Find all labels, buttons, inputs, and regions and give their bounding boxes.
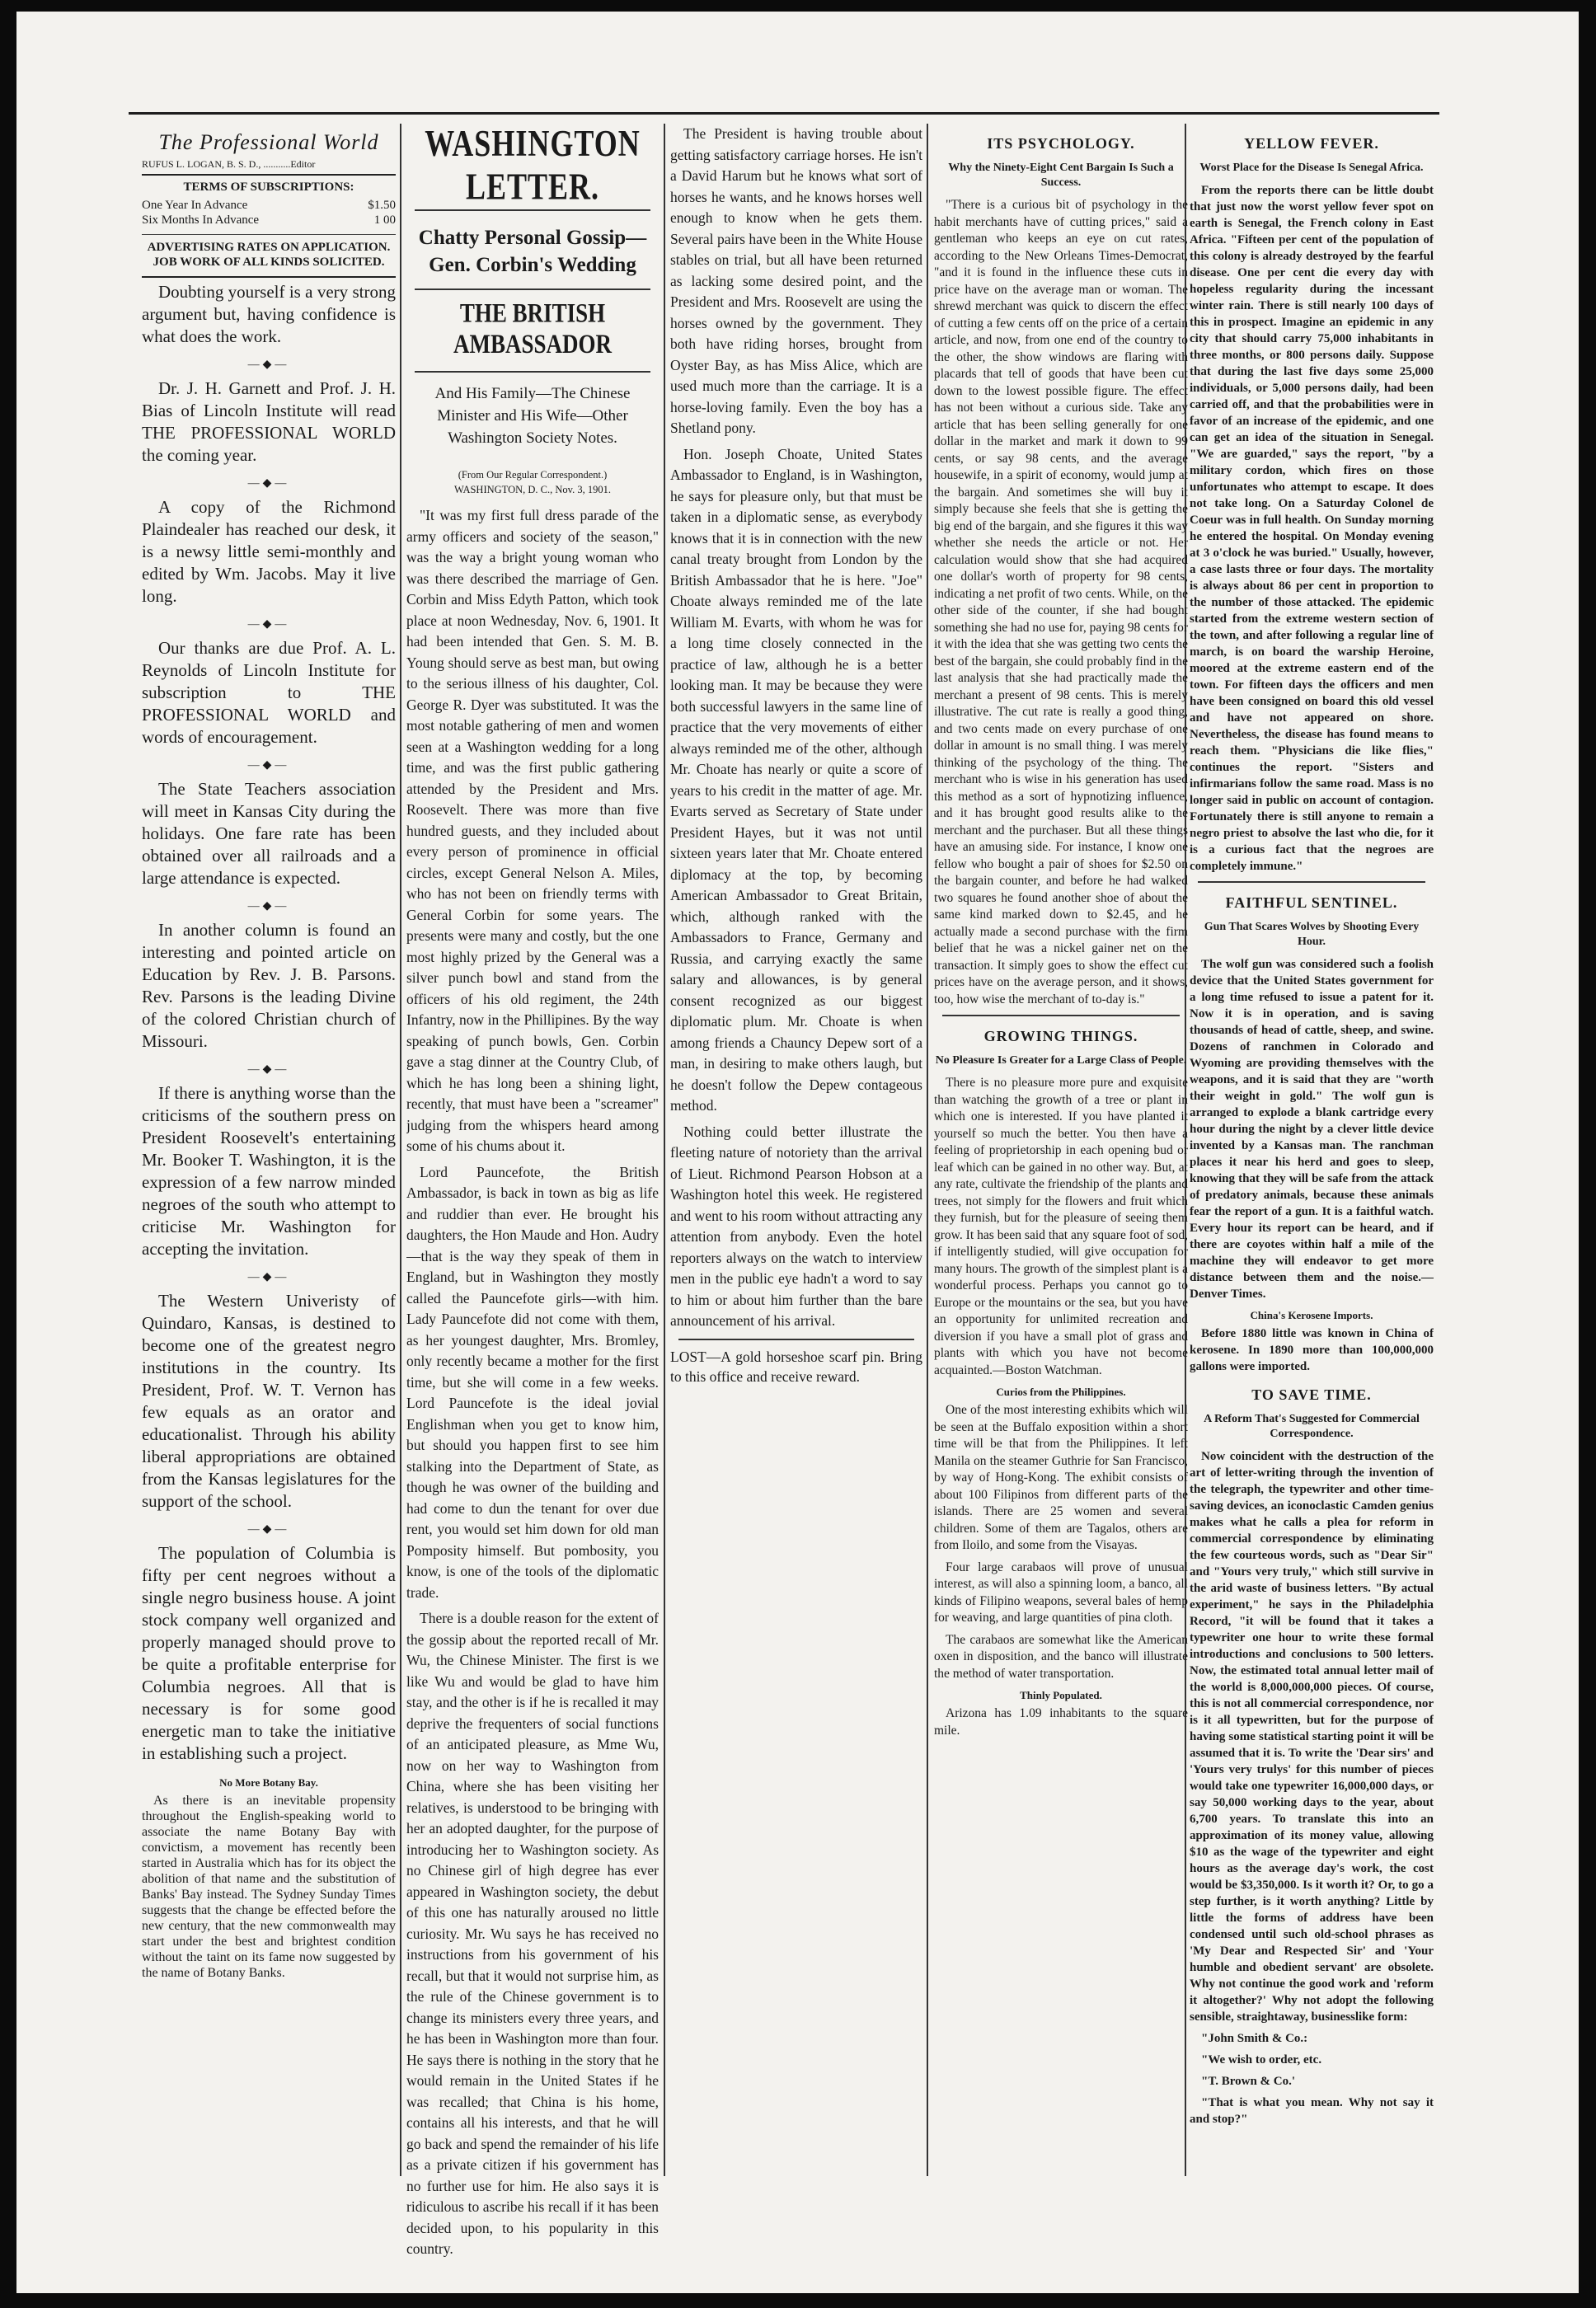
lost-notice: LOST—A gold horseshoe scarf pin. Bring to this office and receive reward. bbox=[670, 1348, 922, 1385]
article-paragraph: Hon. Joseph Choate, United States Ambassador to England, is in Washington, he says for pleasure only, but that must be taken in a diplomatic sense, as everybody knows that it is in connection with the new canal treaty brought from London by the British Ambassador that he is here. "Joe" Choate always reminded me of the late William M. Evarts, with whom he was for a long time closely connected in the practice of law, although he is a better looking man. It may be because they were both successful lawyers in the same line of practice that the very movements of either always reminded me of the other, although Mr. Choate has nearly or quite a score of years to his credit in the matter of age. Mr. Evarts served as Secretary of State under President Hayes, but it was not until sixteen years later that Mr. Choate entered diplomacy at the top, by becoming American Ambassador to Great Britain, which, although ranked with the Ambassadors to France, Germany and Russia, and carrying exactly the same salary and allowances, is by general consent recognized as our biggest diplomatic plum. Mr. Choate is when among friends a Chauncy Depew sort of a man, in desiring to make others laugh, but he doesn't follow the Depew contageous method. bbox=[670, 445, 922, 1114]
article-paragraph: Lord Pauncefote, the British Ambassador, is back in town as big as life and ruddier than ever. He brought his daughters, the Hon Maude and Hon. Audry—that is the way they speak of them in England, but in Washington they mostly called the Pauncefote girls—with him. Lady Pauncefote did not come with them, as her youngest daughter, Mrs. Bromley, only recently became a mother for the first time, but she will come in a few weeks. Lord Pauncefote is the ideal jovial Englishman when you get to know him, but should you happen first to see him stalking into the Department of State, as though he was owner of the building and had come to dun the tenant for over due rent, you would set him down for old man Pomposity himself. But pombosity, you know, is one of the tools of the diplomatic trade. bbox=[406, 1163, 659, 1601]
editor-line: RUFUS L. LOGAN, B. S. D., ...........Editor bbox=[142, 158, 396, 176]
column-washington-letter-continued bbox=[670, 124, 922, 1386]
yellow-fever-subtitle: Worst Place for the Disease Is Senegal Africa. bbox=[1199, 162, 1424, 174]
editorial-paragraph: Doubting yourself is a very strong argument but, having confidence is what does the work. bbox=[142, 282, 396, 346]
separator: —◆— bbox=[247, 1271, 290, 1283]
separator: —◆— bbox=[247, 359, 290, 371]
article-paragraph: Four large carabaos will prove of unusual interest, as will also a spinning loom, a banco, all kinds of Filipino weapons, several bales of hemp for weaving, and large quantities of pina cloth. bbox=[934, 1560, 1188, 1625]
botany-bay-title: No More Botany Bay. bbox=[219, 1776, 318, 1789]
editorial-paragraph: Dr. J. H. Garnett and Prof. J. H. Bias of Lincoln Institute will read THE PROFESSIONAL WORLD the coming year. bbox=[142, 378, 396, 465]
washington-letter-title: WASHINGTON LETTER. bbox=[425, 124, 641, 208]
column-rule bbox=[927, 124, 928, 2176]
separator: —◆— bbox=[247, 618, 290, 631]
article-paragraph: There is no pleasure more pure and exquisite than watching the growth of a tree or plant in which one is interested. If you have planted it yourself so much the better. You then have a feeling of proprietorship in each opening bud or leaf which can be gained in no other way. But, at any rate, cultivate the friendship of the plants and trees, not simply for the flowers and fruit which they furnish, but for the pleasure of seeing them grow. It has been said that any square foot of sod, if intelligently studied, will give occupation for many hours. The growth of the simplest plant is a wonderful process. Perhaps you cannot go to Europe or the mountains or the sea, but you have an opportunity for unlimited recreation and diversion if you have a small plot of grass and plants with which you have not become acquainted.—Boston Watchman. bbox=[934, 1076, 1188, 1377]
editorial-paragraph: In another column is found an interesting and pointed article on Education by Rev. J. B. Parsons. Rev. Parsons is the leading Divine of the colored Christian church of Missouri. bbox=[142, 920, 396, 1051]
yellow-fever-title: YELLOW FEVER. bbox=[1244, 135, 1379, 152]
botany-bay-text: As there is an inevitable propensity throughout the English-speaking world to associate the name Botany Bay with convictism, a movement has recently been started in Australia which has for its object the abolition of that name and the substitution of Banks' Bay instead. The Sydney Sunday Times suggests that the change be effected before the new century, that the new commonwealth may start under the best and brightest condition without the taint on its fame now suggested by the name of Botany Banks. bbox=[142, 1794, 396, 1980]
article-paragraph: One of the most interesting exhibits which will be seen at the Buffalo exposition within a short time will be that from the Philippines. It left Manila on the steamer Guthrie for San Francisco, by way of Hong-Kong. The exhibit consists of about 100 Filipinos from different parts of the islands. There are 25 women and several children. Some of them are Tagalos, others are from Iloilo, and some from the Visayas. bbox=[934, 1403, 1188, 1552]
psychology-subtitle: Why the Ninety-Eight Cent Bargain Is Such a Success. bbox=[948, 162, 1174, 189]
divider bbox=[415, 209, 650, 211]
article-paragraph: "That is what you mean. Why not say it and stop?" bbox=[1190, 2096, 1434, 2126]
editorial-paragraph: Our thanks are due Prof. A. L. Reynolds of Lincoln Institute for subscription to THE PROFESSIONAL WORLD and words of encouragement. bbox=[142, 638, 396, 747]
editorial-paragraph: The population of Columbia is fifty per cent negroes without a single negro business house. A joint stock company well organized and properly managed should prove to be quite a profitable enterprise for Columbia negroes. All that is necessary is for some good energetic man to take the initiative in establishing such a project. bbox=[142, 1543, 396, 1763]
divider bbox=[415, 371, 650, 373]
separator: —◆— bbox=[247, 900, 290, 912]
column-washington-letter bbox=[406, 124, 659, 2265]
article-paragraph: "T. Brown & Co.' bbox=[1201, 2075, 1296, 2088]
column-psychology bbox=[934, 124, 1188, 1744]
terms-heading: TERMS OF SUBSCRIPTIONS: bbox=[183, 181, 354, 194]
faithful-sentinel-subtitle: Gun That Scares Wolves by Shooting Every Hour. bbox=[1204, 921, 1420, 948]
article-paragraph: The President is having trouble about getting satisfactory carriage horses. He isn't a David Harum but he knows what sort of horses he wants, and he knows horses well enough to know when he gets them. Several pairs have been in the White House stables on trial, but all have been returned as lacking some desired point, and the President and Mrs. Roosevelt are using the horses owned by the government. They both have riding horses, brought from Oyster Bay, as has Miss Alice, which are used much more than the carriage. It is a horse-loving family. Even the boy has a Shetland pony. bbox=[670, 125, 922, 436]
article-paragraph: The carabaos are somewhat like the American oxen in disposition, and the banco will illustrate the method of water transportation. bbox=[934, 1632, 1188, 1681]
advertising-notice: ADVERTISING RATES ON APPLICATION. JOB WORK OF ALL KINDS SOLICITED. bbox=[142, 234, 396, 278]
separator: —◆— bbox=[247, 477, 290, 490]
byline: (From Our Regular Correspondent.) WASHINGTON, D. C., Nov. 3, 1901. bbox=[454, 469, 611, 495]
kerosene-title: China's Kerosene Imports. bbox=[1250, 1309, 1373, 1321]
editorial-paragraph: If there is anything worse than the criticisms of the southern press on President Roosevelt's entertaining Mr. Booker T. Washington, it is the expression of a few narrow minded negroes of the south who attempt to criticise Mr. Washington for accepting the invitation. bbox=[142, 1083, 396, 1259]
article-paragraph: The wolf gun was considered such a foolish device that the United States government for a long time refused to issue a patent for it. Now it is in operation, and is saving thousands of head of cattle, sheep, and swine. Dozens of ranchmen in Colorado and Wyoming are providing themselves with the weapons, and it is said that they are "worth their weight in gold." The wolf gun is arranged to explode a blank cartridge every hour during the night by a clever little device invented by a Kansas man. The ranchman places it near his herd and goes to sleep, knowing that they will be safe from the attack of predatory animals, because these animals fear the report of a gun. It is a faithful watch. Every hour its report can be heard, and if there are coyotes within half a mile of the machine they will endeavor to get more distance between them and the noise.—Denver Times. bbox=[1190, 958, 1434, 1301]
article-paragraph: "John Smith & Co.: bbox=[1201, 2032, 1308, 2045]
masthead-rule bbox=[129, 112, 1439, 115]
article-paragraph: "There is a curious bit of psychology in the habit merchants have of cutting prices," said a gentleman who keeps an eye on cut rates, according to the New Orleans Times-Democrat, "and it is found in the influence these cuts in price have on the average man or woman. The shrewd merchant was quick to discern the effect of cutting a few cents off on the price of a certain article, and now, from one end of the country to the other, the show windows are flaring with placards that tell of goods that have been cut down to the lowest possible figure. The effect has not been without a curious side. Take any article that has been selling generally for one dollar in the market and mark it down to 99 cents, or say 98 cents, and the average housewife, in a spirit of economy, would jump at the bargain. And sometimes she will buy it simply because she feels that she is getting the big end of the bargain, and she figures it this way whether she needs the article or not. Her calculation would show that she had acquired one dollar's worth of property for 98 cents, indicating a net profit of two cents. While, on the other side of the counter, if she had bought something she had no use for, paying 98 cents for it with the idea that she was getting two cents the best of the bargain, she could probably find in the last analysis that she had practically made the merchant a present of 98 cents. This is merely illustrative. The cut rate is really a good thing, and two cents made on every purchase of one dollar in amount is no small thing. I was merely thinking of the psychology of the thing. The merchant who is wise in his generation has used this method as a sort of hypnotizing influence, and it has brought good results alike to the merchant and the purchaser. But all these things have an amusing side. For instance, I know one fellow who bought a pair of shoes for $2.50 on the bargain counter, and before he had walked two squares he found another shoe of about the same kind marked down to $2.45, and he actually made a second purchase with the firm belief that he was a nickel gainer net on the transaction. It simply goes to show the effect cut prices have on the average person, and it shows, too, how wise the merchant of to-day is." bbox=[934, 198, 1188, 1006]
separator: —◆— bbox=[247, 1523, 290, 1536]
philippines-title: Curios from the Philippines. bbox=[996, 1386, 1126, 1398]
masthead-title: The Professional World bbox=[158, 130, 379, 154]
terms-row: Six Months In Advance 1 00 bbox=[142, 213, 396, 227]
growing-things-subtitle: No Pleasure Is Greater for a Large Class of People. bbox=[935, 1054, 1187, 1067]
growing-things-title: GROWING THINGS. bbox=[983, 1028, 1138, 1044]
save-time-subtitle: A Reform That's Suggested for Commercial Correspondence. bbox=[1204, 1413, 1420, 1440]
article-paragraph: There is a double reason for the extent of the gossip about the reported recall of Mr. Wu, the Chinese Minister. The first is we like Wu and would be glad to have him stay, and the other is if he is recalled it may deprive the frequenters of social functions of an anticipated pleasure, as Mme Wu, now on her way to Washington from China, where she has been visiting her relatives, is understood to be bringing with her an adopted daughter, for the purpose of introducing her to Washington society. As no Chinese girl of high degree has ever appeared in Washington society, the debut of this one has naturally aroused no little curiosity. Mr. Wu says he has received no instructions from his government of his recall, but that it would not surprise him, as the rule of the Chinese government is to change its ministers every three years, and he has been in Washington more than four. He says there is nothing in the story that he would remain in the United States if he was recalled; that China is his home, contains all his interests, and that he will go back and spend the remainder of his life as a private citizen if his government has no further use for him. He also says it is ridiculous to ascribe his recall if it has been decided upon, to his popularity in this country. bbox=[406, 1610, 659, 2257]
article-paragraph: Nothing could better illustrate the fleeting nature of notoriety than the arrival of Lieut. Richmond Pearson Hobson at a Washington hotel this week. He registered and went to his room without attracting any attention from anybody. Even the hotel reporters always on the watch to interview men in the public eye hadn't a word to say to him or about him further than the bare announcement of his arrival. bbox=[670, 1123, 922, 1329]
editorial-paragraph: The Western Univeristy of Quindaro, Kansas, is destined to become one of the greatest negro institutions in the country. Its President, Prof. W. T. Vernon has few equals as an orator and educationalist. Through his ability liberal appropriations are obtained from the Kansas legislatures for the support of the school. bbox=[142, 1291, 396, 1511]
british-ambassador-headline: THE BRITISH AMBASSADOR bbox=[453, 298, 613, 359]
washington-letter-deck: And His Family—The Chinese Minister and His Wife—Other Washington Society Notes. bbox=[434, 385, 631, 447]
column-editorial bbox=[142, 124, 396, 1989]
psychology-title: ITS PSYCHOLOGY. bbox=[987, 135, 1135, 152]
column-yellow-fever bbox=[1190, 124, 1434, 2132]
article-paragraph: Before 1880 little was known in China of kerosene. In 1890 more than 100,000,000 gallons were imported. bbox=[1190, 1327, 1434, 1373]
separator: —◆— bbox=[247, 1063, 290, 1076]
editorial-paragraph: The State Teachers association will meet in Kansas City during the holidays. One fare rate has been obtained over all railroads and a large attendance is expected. bbox=[142, 779, 396, 888]
separator: —◆— bbox=[247, 759, 290, 772]
divider bbox=[678, 1339, 914, 1340]
article-paragraph: "We wish to order, etc. bbox=[1201, 2053, 1322, 2066]
divider bbox=[1198, 881, 1425, 883]
article-paragraph: "It was my first full dress parade of the army officers and society of the season," was the way a bright young woman who was there described the marriage of Gen. Corbin and Miss Edyth Patton, which took place at noon Wednesday, Nov. 6, 1901. It had been intended that Gen. S. M. B. Young should serve as best man, but owing to the serious illness of his daughter, Col. George R. Dyer was substituted. It was the most notable gathering of men and women seen at a Washington wedding for a long time, and was the first public gathering attended by the President and Mrs. Roosevelt. There was more than five hundred guests, and they included about every person of prominence in official circles, except General Nelson A. Miles, who has not been on friendly terms with General Corbin for some years. The presents were many and costly, but the one most highly prized by the General was a silver punch bowl and stand from the officers of his old regiment, the 24th Infantry, now in the Phillipines. By the way speaking of punch bowls, Gen. Corbin gave a stag dinner at the Country Club, of which he has long been a shining light, recently, that must have been a "screamer" judging from the whispers heard among some of his chums about it. bbox=[406, 507, 659, 1154]
save-time-title: TO SAVE TIME. bbox=[1251, 1386, 1372, 1403]
article-paragraph: Arizona has 1.09 inhabitants to the square mile. bbox=[934, 1706, 1188, 1738]
divider bbox=[415, 288, 650, 290]
thinly-populated-title: Thinly Populated. bbox=[1020, 1689, 1102, 1701]
column-rule bbox=[400, 124, 401, 2176]
editorial-paragraph: A copy of the Richmond Plaindealer has reached our desk, it is a newsy little semi-monthly and edited by Wm. Jacobs. May it live long. bbox=[142, 497, 396, 606]
washington-letter-subtitle: Chatty Personal Gossip—Gen. Corbin's Wedding bbox=[418, 227, 647, 276]
divider bbox=[942, 1015, 1180, 1016]
terms-row: One Year In Advance $1.50 bbox=[142, 199, 396, 212]
article-paragraph: Now coincident with the destruction of the art of letter-writing through the invention of the telegraph, the typewriter and other time-saving devices, an iconoclastic Camden genius makes what he calls a plea for reform in commercial correspondence by eliminating the few courteous words, such as "Dear Sir" and "Yours very truly," which still survive in the arid waste of business letters. "By actual experiment," he says in the Philadelphia Record, "it will be found that it takes a typewriter one hour to write these formal introductions and conclusions to 500 letters. Now, the estimated total annual letter mail of the world is 8,000,000,000 pieces. Of course, this is not all commercial correspondence, nor is it all typewritten, but for the purpose of having some statistical starting point it will be assumed that it is. To write the 'Dear sirs' and 'Yours very trulys' for this number of pieces would take one typewriter 16,000,000 days, or say 50,000 working days to the year, about 6,700 years. To translate this into an approximation of its money value, allowing $10 as the wage of the typewriter and eight hours as the average day's work, the cost would be $3,350,000. Is it worth it? Or, to go a step further, is it worth anything? Little by little the forms of address have been condensed until such old-school phrases as 'My Dear and Respected Sir' and 'Your humble and obedient servant' are obsolete. Why not continue the good work and 'reform it altogether?' Why not adopt the following sensible, straightaway, businesslike form: bbox=[1190, 1450, 1434, 2024]
column-rule bbox=[664, 124, 665, 2176]
article-paragraph: From the reports there can be little doubt that just now the worst yellow fever spot on earth is Senegal, the French colony in East Africa. "Fifteen per cent of the population of this colony is already destroyed by the fearful disease. One per cent die every day with hopeless regularity during the incessant winter rain. There is still nearly 100 days of this in prospect. Imagine an epidemic in any city that should carry 75,000 inhabitants in three months, or 800 persons daily. Suppose that during the last five days some 25,000 individuals, or 5,000 persons daily, had been carried off, and that the probabilities were in favor of an increase of the epidemic, and one can get an idea of the situation in Senegal. "We are guarded," says the report, "by a military cordon, which fires on those unfortunates who attempt to escape. It does not take long. On a Saturday Colonel de Coeur was in full health. On Sunday morning he entered the hospital. On Monday evening at 3 o'clock he was buried." Usually, however, a case lasts three or four days. The mortality is always about 86 per cent in proportion to the number of those attacked. The epidemic started from the extreme western section of the town, and after following a regular line of march, is on board the warship Heroine, moored at the extreme eastern end of the town. For fifteen days the officers and men have been consigned on board this old vessel and have not appeared on shore. Nevertheless, the disease has found means to reach them. "Physicians die like flies," continues the report. "Sisters and infirmarians follow the same road. Mass is no longer said in public on account of contagion. Fortunately there is still anyone to remain a negro priest to absolve the last who die, for it is a curious fact that the negroes are completely immune." bbox=[1190, 184, 1434, 873]
faithful-sentinel-title: FAITHFUL SENTINEL. bbox=[1225, 894, 1398, 911]
